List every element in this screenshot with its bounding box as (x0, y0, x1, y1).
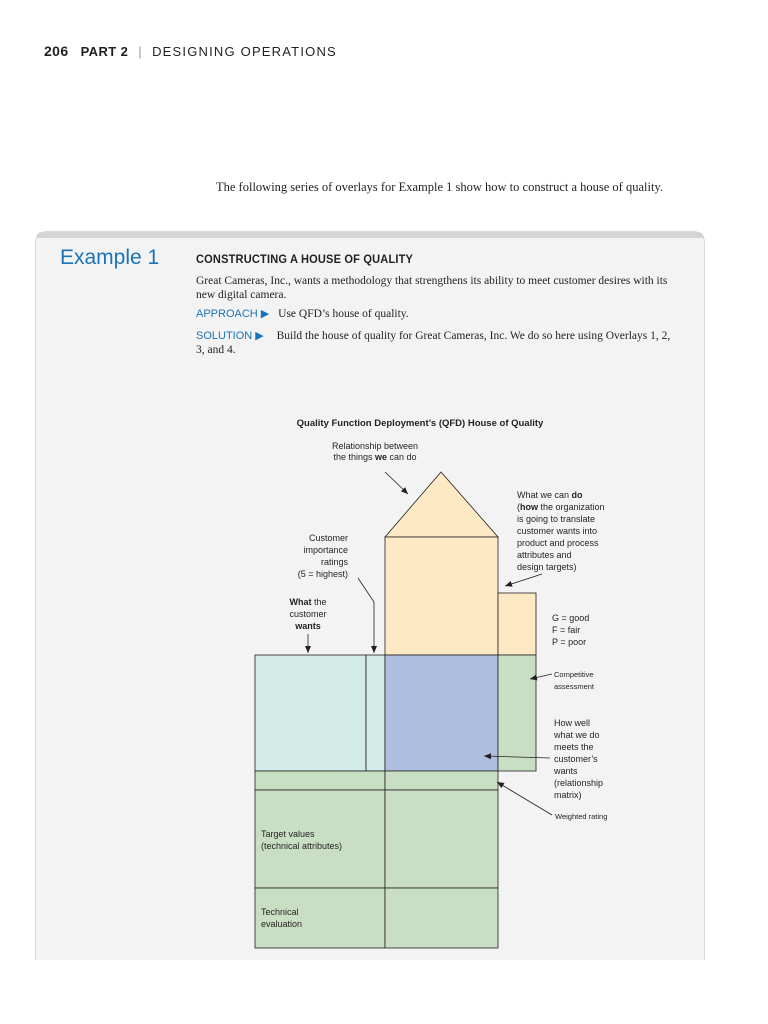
svg-text:customer wants into: customer wants into (517, 526, 598, 536)
svg-text:Competitive: Competitive (554, 670, 594, 679)
what-we-can-do-arrow (505, 574, 542, 586)
svg-text:wants: wants (554, 766, 578, 776)
example-text-line-1: Great Cameras, Inc., wants a methodology that strengthens its ability to meet customer desires with its (196, 275, 668, 287)
weighted-rating-row-left (255, 771, 385, 790)
svg-text:Customer: Customer (308, 533, 348, 543)
svg-text:(5 = highest): (5 = highest) (297, 569, 348, 579)
svg-text:importance: importance (303, 545, 348, 555)
solution-text: Build the house of quality for Great Cameras, Inc. We do so here using Overlays 1, 2, (276, 330, 671, 342)
target-values-row (385, 790, 498, 888)
rating-legend (552, 613, 589, 647)
weighted-rating-label: Weighted rating (555, 812, 608, 821)
roof-arrow (385, 472, 408, 494)
svg-text:matrix): matrix) (554, 790, 582, 800)
page-bottom (0, 960, 768, 1024)
svg-text:assessment: assessment (554, 682, 595, 691)
technical-attributes-box (385, 537, 498, 655)
svg-text:G = good: G = good (552, 613, 590, 623)
svg-text:What we can do: What we can do (517, 490, 583, 500)
approach-text: Use QFD’s house of quality. (278, 308, 409, 320)
customer-wants-box (255, 655, 366, 771)
svg-text:is going to translate: is going to translate (517, 514, 596, 524)
svg-text:meets the: meets the (554, 742, 594, 752)
svg-text:design targets): design targets) (517, 562, 577, 572)
figure-title: Quality Function Deployment’s (QFD) House of Quality (296, 418, 544, 429)
how-well-label (553, 718, 603, 800)
svg-text:(how the organization: (how the organization (517, 502, 605, 512)
competitive-assessment-column (498, 655, 536, 771)
technical-evaluation-row-left (255, 888, 385, 948)
solution-text-cont: 3, and 4. (196, 344, 236, 356)
svg-text:F = fair: F = fair (552, 625, 581, 635)
svg-text:Target values: Target values (261, 829, 315, 839)
what-we-can-do-label (517, 490, 605, 572)
svg-text:P = poor: P = poor (552, 637, 587, 647)
svg-text:product and process: product and process (517, 538, 599, 548)
competitive-assessment-label (554, 670, 595, 691)
example-title: CONSTRUCTING A HOUSE OF QUALITY (196, 252, 414, 266)
importance-ratings-label (298, 533, 349, 579)
svg-text:ratings: ratings (320, 557, 348, 567)
customer-wants-label (289, 597, 326, 631)
svg-text:How well: How well (554, 718, 591, 728)
svg-text:(relationship: (relationship (554, 778, 604, 788)
importance-ratings-column (366, 655, 385, 771)
svg-text:Technical: Technical (261, 907, 299, 917)
weighted-rating-row (385, 771, 498, 790)
legend-box (498, 593, 536, 655)
technical-evaluation-row (385, 888, 498, 948)
solution-label: SOLUTION ▶ (196, 330, 264, 342)
approach-label: APPROACH ▶ (196, 308, 270, 320)
svg-text:what we do: what we do (554, 730, 600, 740)
svg-text:customer: customer (289, 609, 327, 619)
intro-paragraph: The following series of overlays for Example 1 show how to construct a house of quality. (216, 180, 664, 194)
svg-text:wants: wants (295, 621, 321, 631)
weighted-rating-arrow (497, 782, 552, 815)
roof-label-line-2: the things we can do (333, 452, 417, 462)
svg-text:(technical attributes): (technical attributes) (261, 841, 343, 851)
target-values-row-left (255, 790, 385, 888)
section-title: DESIGNING OPERATIONS (152, 44, 337, 59)
roof-triangle (385, 472, 498, 537)
relationship-matrix (385, 655, 498, 771)
example-label: Example 1 (60, 246, 160, 269)
svg-text:attributes and: attributes and (517, 550, 572, 560)
svg-text:customer’s: customer’s (554, 754, 598, 764)
svg-text:evaluation: evaluation (261, 919, 303, 929)
roof-label-line-1: Relationship between (331, 441, 419, 451)
example-text-line-2: new digital camera. (196, 289, 287, 301)
part-label: PART 2 (80, 44, 129, 59)
header-separator: | (138, 44, 143, 59)
page-number: 206 (44, 43, 69, 59)
importance-arrow (358, 578, 374, 653)
svg-text:What the: What the (289, 597, 327, 607)
